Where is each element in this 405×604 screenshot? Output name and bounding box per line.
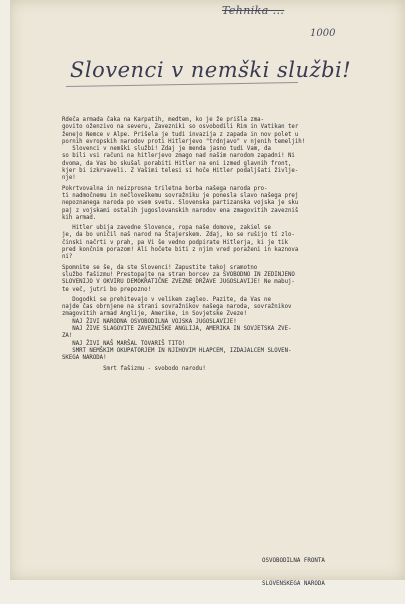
text-line: najde čas obrnjene na strani sovražnikov našega naroda, sovražnikov	[62, 304, 292, 311]
text-line: NAJ ŽIVE SLAGOVITE ZAVEZNIŠKE ANGLIJA, AMERIKA IN SOVJETSKA ZVE-	[62, 326, 292, 333]
text-line: Pokrtvovalna in neizprosna triletna borba našega naroda pro-	[62, 185, 268, 192]
paragraph	[62, 186, 382, 222]
text-line: dvoma, da Vas bo skušal porabiti Hitler na eni izmed glavnih front,	[62, 160, 292, 167]
text-line: Hitler ubija zavedne Slovence, ropa naše domove, zakiel se	[62, 225, 271, 232]
text-line: je, da bo uničil naš narod na Štajerskem. Zdaj, ko se rušijo tí zlo-	[62, 232, 295, 239]
text-line: kih armad.	[62, 214, 97, 221]
signature-line: OSVOBODILNA FRONTA	[262, 558, 325, 564]
text-line: Slovenci v nemški službi! Zdaj je menda jasno tudi Vam, da	[62, 146, 271, 153]
paragraph	[62, 297, 382, 363]
text-line: Smrt fašizmu - svobodo narodu!	[62, 365, 206, 372]
text-line: Rdeča armada čaka na Karpatih, medtem, ko je že prišla zma-	[62, 117, 265, 123]
paragraph	[62, 117, 382, 183]
text-line: SLOVENIJO V OKVIRU DEMOKRATIČNE ZVEZNE DRŽAVE JUGOSLAVIJE! Ne mabuj-	[62, 279, 295, 286]
text-line: SMRT NEMŠKIM OKUPATORJEM IN NJIHOVIM HLAPCEM, IZDAJALCEM SLOVEN-	[62, 347, 292, 354]
text-line: nje!	[62, 175, 76, 182]
text-line: činski načrti v prah, pa Vi še vedno podpirate Hitlerja, ki je tik	[62, 239, 288, 246]
signature-block	[262, 541, 325, 604]
text-line: ni?	[62, 254, 73, 261]
text-line: so bili vsi računi na hitlerjevo zmago nad našim narodom zapadni! Ni	[62, 153, 295, 160]
text-line: kjer bi izkrvaveli. Z Vašimi telesi si hoče Hitler podaljšati življe-	[62, 168, 299, 175]
handwritten-note: Tehnika ...	[222, 4, 285, 17]
paragraph	[62, 225, 382, 261]
text-line: SKEGA NARODA!	[62, 355, 107, 362]
document-title: Slovenci v nemški službi!	[70, 58, 352, 82]
text-line: zmagovitih armad Anglije, Amerike, in Sovjetske Zveze!	[62, 311, 247, 318]
handwritten-number: 1000	[310, 28, 336, 39]
text-line: ženejo Nemce v Alpe. Prišela je tudi invazija z zapada in nov polet u	[62, 131, 299, 138]
text-line: ZA!	[62, 333, 73, 340]
text-line: NAJ ŽIVI NAŠ MARŠAL TOVARIŠ TITO!	[62, 340, 186, 347]
text-line: pornih evropskih narodov proti Hitlerjevo "trdnjavo" v njenih temeljih!	[62, 138, 306, 145]
text-line: pred končnim porazom! Ali hočete biti z njim vred poraženi in kaznova	[62, 247, 299, 254]
document-body	[62, 117, 382, 373]
text-line: Spomnite se še, da ste Slovenci! Zapustite takoj sramotno	[62, 264, 258, 271]
signature-line: SLOVENSKEGA NARODA	[262, 581, 325, 588]
text-line: paj z vojskami ostalih jugoslovanskih narodov ena zmagovitih zavezniš	[62, 207, 299, 214]
text-line: govito oženzivo na severu, Zavezniki so osvobodili Rim in Vatikan ter	[62, 124, 299, 131]
paragraph	[62, 366, 382, 373]
text-line: službo fašizmu! Prestopajte na stran borcev za SVOBODNO IN ZEDINJENO	[62, 271, 295, 278]
text-line: te več, jutri bo prepozno!	[62, 286, 152, 293]
text-line: NAJ ŽIVI NARODNA OSVOBODILNA VOJSKA JUGOSLAVIJE!	[62, 318, 237, 325]
text-line: nepoznanega naroda po vsem svetu. Slovenska partizanska vojska je sku	[62, 200, 299, 207]
text-line: ti nadmočnemu in nečloveškemu sovražniku je ponesla slavo našega prej	[62, 192, 299, 199]
paragraph	[62, 265, 382, 294]
text-line: Dogodki se prehitevajo v velikem zagleo. Pazite, da Vas ne	[62, 296, 271, 303]
